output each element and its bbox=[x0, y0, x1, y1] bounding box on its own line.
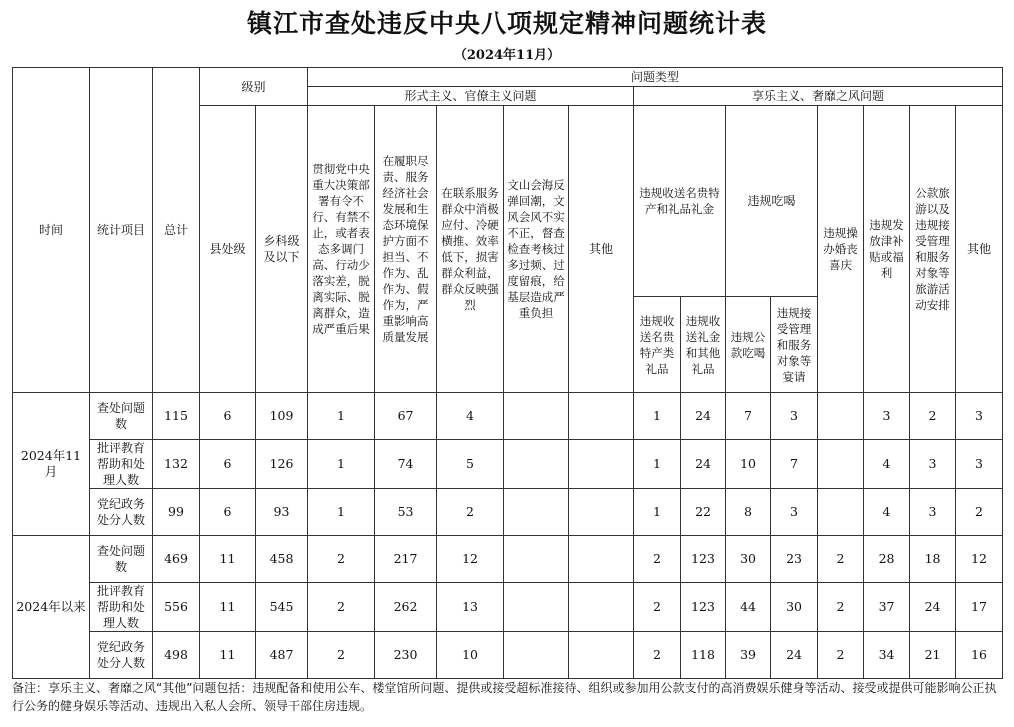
data-cell: 99 bbox=[153, 489, 200, 536]
data-cell: 6 bbox=[200, 440, 256, 489]
data-cell: 3 bbox=[910, 440, 956, 489]
header-formalism-1: 贯彻党中央重大决策部署有令不行、有禁不止，或者表态多调门高、行动少落实差，脱离实际、脱离群众，造成严重后果 bbox=[308, 106, 375, 393]
data-cell: 6 bbox=[200, 489, 256, 536]
header-level: 级别 bbox=[200, 68, 308, 106]
row-item-label: 党纪政务处分人数 bbox=[90, 489, 153, 536]
table-row bbox=[13, 489, 1003, 536]
header-formalism-3: 在联系服务群众中消极应付、冷硬横推、效率低下，损害群众利益，群众反映强烈 bbox=[437, 106, 504, 393]
data-cell bbox=[504, 536, 569, 583]
data-cell: 34 bbox=[864, 632, 910, 679]
period-label: 2024年以来 bbox=[13, 536, 90, 679]
data-cell: 28 bbox=[864, 536, 910, 583]
header-township-level: 乡科级及以下 bbox=[256, 106, 308, 393]
data-cell: 109 bbox=[256, 393, 308, 440]
header-weddings: 违规操办婚丧喜庆 bbox=[818, 106, 864, 393]
table-row bbox=[13, 583, 1003, 632]
data-cell: 2 bbox=[910, 393, 956, 440]
data-cell: 2 bbox=[818, 583, 864, 632]
data-cell: 18 bbox=[910, 536, 956, 583]
data-cell: 4 bbox=[864, 440, 910, 489]
data-cell: 17 bbox=[956, 583, 1003, 632]
header-hedonism-other: 其他 bbox=[956, 106, 1003, 393]
data-cell: 93 bbox=[256, 489, 308, 536]
data-cell: 1 bbox=[308, 489, 375, 536]
data-cell: 7 bbox=[771, 440, 818, 489]
data-cell bbox=[569, 583, 634, 632]
data-cell: 39 bbox=[726, 632, 771, 679]
data-cell: 1 bbox=[308, 393, 375, 440]
data-cell: 132 bbox=[153, 440, 200, 489]
data-cell: 3 bbox=[771, 393, 818, 440]
data-cell: 556 bbox=[153, 583, 200, 632]
data-cell: 230 bbox=[375, 632, 437, 679]
data-cell: 2 bbox=[818, 632, 864, 679]
header-gifts-cash: 违规收送礼金和其他礼品 bbox=[681, 297, 726, 393]
data-cell: 24 bbox=[910, 583, 956, 632]
data-cell: 30 bbox=[726, 536, 771, 583]
data-cell bbox=[504, 440, 569, 489]
data-cell: 1 bbox=[634, 440, 681, 489]
header-gifts: 违规收送名贵特产和礼品礼金 bbox=[634, 106, 726, 297]
data-cell: 11 bbox=[200, 583, 256, 632]
data-cell: 458 bbox=[256, 536, 308, 583]
data-cell: 24 bbox=[681, 440, 726, 489]
data-cell bbox=[569, 489, 634, 536]
page-subtitle: （2024年11月） bbox=[453, 48, 561, 63]
table-row bbox=[13, 536, 1003, 583]
data-cell bbox=[569, 536, 634, 583]
header-item: 统计项目 bbox=[90, 68, 153, 393]
data-cell: 469 bbox=[153, 536, 200, 583]
data-cell: 3 bbox=[956, 440, 1003, 489]
data-cell bbox=[504, 632, 569, 679]
data-cell: 118 bbox=[681, 632, 726, 679]
header-travel: 公款旅游以及违规接受管理和服务对象等旅游活动安排 bbox=[910, 106, 956, 393]
data-cell: 30 bbox=[771, 583, 818, 632]
data-cell: 11 bbox=[200, 632, 256, 679]
data-cell bbox=[569, 440, 634, 489]
header-formalism-other: 其他 bbox=[569, 106, 634, 393]
data-cell: 53 bbox=[375, 489, 437, 536]
data-cell: 487 bbox=[256, 632, 308, 679]
row-item-label: 党纪政务处分人数 bbox=[90, 632, 153, 679]
data-cell: 21 bbox=[910, 632, 956, 679]
header-time: 时间 bbox=[13, 68, 90, 393]
header-formalism-2: 在履职尽责、服务经济社会发展和生态环境保护方面不担当、不作为、乱作为、假作为，严重影响高质量发展 bbox=[375, 106, 437, 393]
data-cell: 10 bbox=[437, 632, 504, 679]
header-gifts-specialty: 违规收送名贵特产类礼品 bbox=[634, 297, 681, 393]
data-cell: 1 bbox=[634, 489, 681, 536]
data-cell: 4 bbox=[864, 489, 910, 536]
data-cell bbox=[504, 583, 569, 632]
data-cell: 37 bbox=[864, 583, 910, 632]
data-cell: 13 bbox=[437, 583, 504, 632]
data-cell: 5 bbox=[437, 440, 504, 489]
data-cell bbox=[818, 440, 864, 489]
data-cell bbox=[569, 632, 634, 679]
data-cell: 22 bbox=[681, 489, 726, 536]
data-cell: 2 bbox=[308, 583, 375, 632]
table-row bbox=[13, 440, 1003, 489]
data-cell: 24 bbox=[771, 632, 818, 679]
data-cell bbox=[818, 393, 864, 440]
data-cell: 8 bbox=[726, 489, 771, 536]
data-cell: 2 bbox=[956, 489, 1003, 536]
data-cell: 2 bbox=[634, 632, 681, 679]
data-cell bbox=[569, 393, 634, 440]
data-cell: 126 bbox=[256, 440, 308, 489]
period-label: 2024年11月 bbox=[13, 393, 90, 536]
header-problem-type: 问题类型 bbox=[308, 68, 1003, 87]
header-dining-banquet: 违规接受管理和服务对象等宴请 bbox=[771, 297, 818, 393]
data-cell: 2 bbox=[634, 536, 681, 583]
data-cell: 12 bbox=[437, 536, 504, 583]
table-row bbox=[13, 632, 1003, 679]
row-item-label: 查处问题数 bbox=[90, 536, 153, 583]
data-cell: 1 bbox=[308, 440, 375, 489]
data-cell: 44 bbox=[726, 583, 771, 632]
table-row bbox=[13, 393, 1003, 440]
row-item-label: 查处问题数 bbox=[90, 393, 153, 440]
data-cell: 7 bbox=[726, 393, 771, 440]
data-cell: 4 bbox=[437, 393, 504, 440]
footnote: 备注：享乐主义、奢靡之风“其他”问题包括：违规配备和使用公车、楼堂馆所问题、提供或接受超标准接待、组织或参加用公款支付的高消费娱乐健身等活动、接受或提供可能影响公正执行公务的健身娱乐等活动、违规出入私人会所、领导干部住房违规。 bbox=[12, 681, 997, 713]
data-cell: 115 bbox=[153, 393, 200, 440]
data-cell: 3 bbox=[910, 489, 956, 536]
data-cell: 11 bbox=[200, 536, 256, 583]
data-cell bbox=[504, 489, 569, 536]
data-cell: 23 bbox=[771, 536, 818, 583]
header-dining: 违规吃喝 bbox=[726, 106, 818, 297]
header-formalism-4: 文山会海反弹回潮，文风会风不实不正，督查检查考核过多过频、过度留痕，给基层造成严重负担 bbox=[504, 106, 569, 393]
data-cell: 498 bbox=[153, 632, 200, 679]
statistics-table bbox=[12, 67, 1003, 679]
data-cell: 262 bbox=[375, 583, 437, 632]
data-cell: 123 bbox=[681, 583, 726, 632]
header-formalism-group: 形式主义、官僚主义问题 bbox=[308, 87, 634, 106]
data-cell: 3 bbox=[864, 393, 910, 440]
data-cell: 12 bbox=[956, 536, 1003, 583]
header-hedonism-group: 享乐主义、奢靡之风问题 bbox=[634, 87, 1003, 106]
data-cell: 123 bbox=[681, 536, 726, 583]
data-cell: 6 bbox=[200, 393, 256, 440]
data-cell: 2 bbox=[634, 583, 681, 632]
data-cell: 545 bbox=[256, 583, 308, 632]
data-cell bbox=[504, 393, 569, 440]
data-cell: 74 bbox=[375, 440, 437, 489]
data-cell: 3 bbox=[771, 489, 818, 536]
page-title: 镇江市查处违反中央八项规定精神问题统计表 bbox=[246, 9, 767, 38]
row-item-label: 批评教育帮助和处理人数 bbox=[90, 583, 153, 632]
data-cell: 2 bbox=[818, 536, 864, 583]
data-cell: 24 bbox=[681, 393, 726, 440]
data-cell: 2 bbox=[308, 632, 375, 679]
data-cell: 2 bbox=[437, 489, 504, 536]
data-cell bbox=[818, 489, 864, 536]
header-total: 总计 bbox=[153, 68, 200, 393]
data-cell: 217 bbox=[375, 536, 437, 583]
header-allowance: 违规发放津补贴或福利 bbox=[864, 106, 910, 393]
header-county-level: 县处级 bbox=[200, 106, 256, 393]
data-cell: 3 bbox=[956, 393, 1003, 440]
data-cell: 67 bbox=[375, 393, 437, 440]
data-cell: 10 bbox=[726, 440, 771, 489]
data-cell: 2 bbox=[308, 536, 375, 583]
row-item-label: 批评教育帮助和处理人数 bbox=[90, 440, 153, 489]
header-dining-public: 违规公款吃喝 bbox=[726, 297, 771, 393]
data-cell: 1 bbox=[634, 393, 681, 440]
data-cell: 16 bbox=[956, 632, 1003, 679]
